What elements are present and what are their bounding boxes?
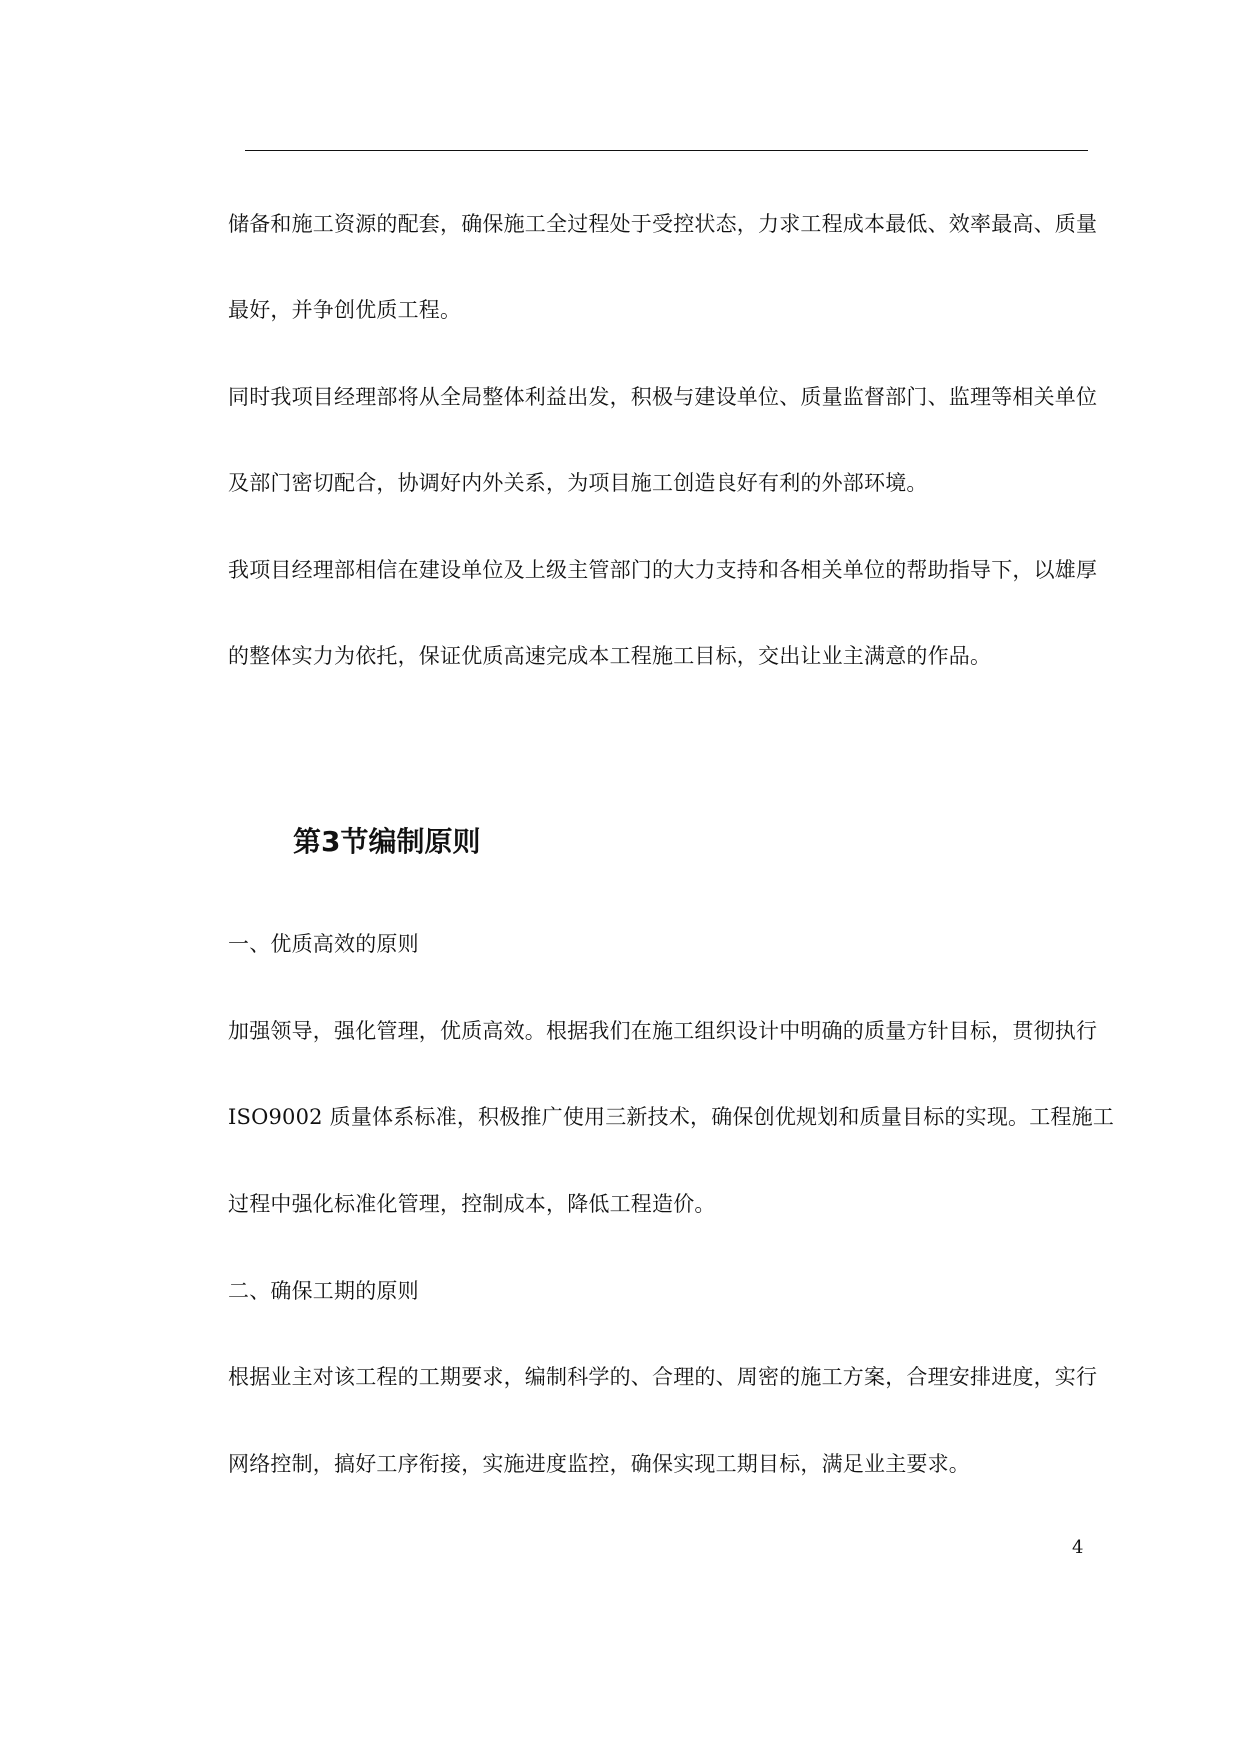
paragraph-line: 过程中强化标准化管理，控制成本，降低工程造价。 [228,1192,716,1216]
section-heading: 第3节编制原则 [293,825,481,858]
paragraph-line: 根据业主对该工程的工期要求，编制科学的、合理的、周密的施工方案，合理安排进度，实行 [228,1365,1098,1389]
paragraph-line: 最好，并争创优质工程。 [228,298,462,322]
subsection-title: 一、优质高效的原则 [228,932,419,956]
paragraph-line: 储备和施工资源的配套，确保施工全过程处于受控状态，力求工程成本最低、效率最高、质量 [228,212,1098,236]
header-rule [245,150,1088,151]
page-number: 4 [1072,1537,1084,1558]
paragraph-line: 加强领导，强化管理，优质高效。根据我们在施工组织设计中明确的质量方针目标，贯彻执行 [228,1019,1098,1043]
subsection-title: 二、确保工期的原则 [228,1279,419,1303]
paragraph-line: 我项目经理部相信在建设单位及上级主管部门的大力支持和各相关单位的帮助指导下，以雄厚 [228,558,1098,582]
paragraph-line: 同时我项目经理部将从全局整体利益出发，积极与建设单位、质量监督部门、监理等相关单位 [228,385,1098,409]
paragraph-line: 网络控制，搞好工序衔接，实施进度监控，确保实现工期目标，满足业主要求。 [228,1452,970,1476]
paragraph-line: 的整体实力为依托，保证优质高速完成本工程施工目标，交出让业主满意的作品。 [228,644,992,668]
paragraph-line: 及部门密切配合，协调好内外关系，为项目施工创造良好有利的外部环境。 [228,471,928,495]
paragraph-line: ISO9002 质量体系标准，积极推广使用三新技术，确保创优规划和质量目标的实现。工程施工 [228,1105,1115,1129]
